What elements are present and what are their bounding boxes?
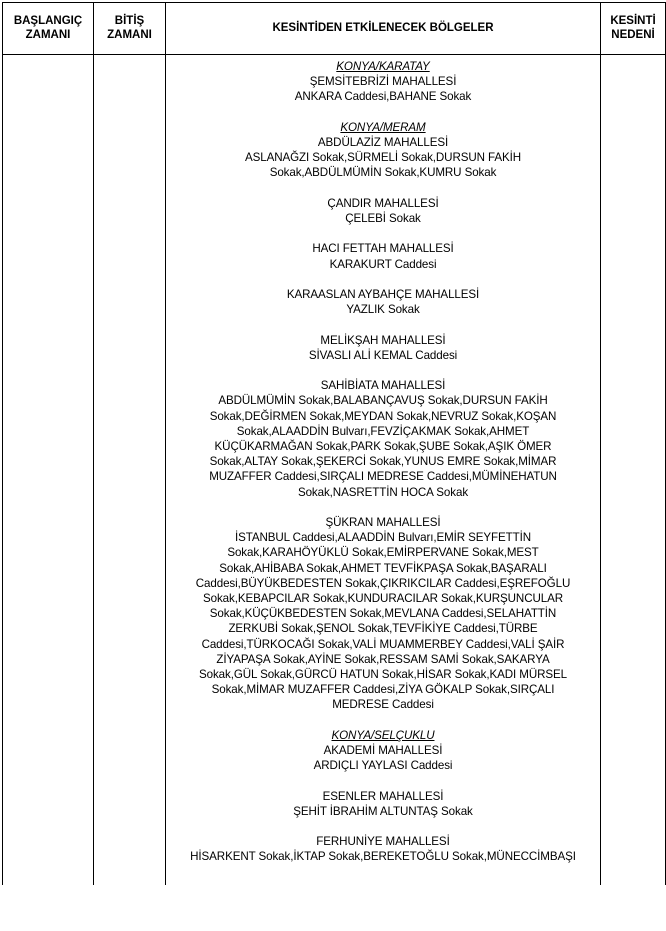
neighborhood-name: KARAASLAN AYBAHÇE MAHALLESİ <box>286 287 480 301</box>
block-spacer <box>166 363 600 378</box>
neighborhood-name: MELİKŞAH MAHALLESİ <box>320 333 446 347</box>
header-regions-label: KESİNTİDEN ETKİLENECEK BÖLGELER <box>272 22 494 34</box>
region-block <box>166 834 600 864</box>
region-block <box>166 789 600 819</box>
header-bottom-border <box>2 54 665 55</box>
header-end-time <box>94 4 165 52</box>
street-list-line: ABDÜLMÜMİN Sokak,BALABANÇAVUŞ Sokak,DURSUN FAKİH <box>218 394 548 408</box>
neighborhood-name: ÇANDIR MAHALLESİ <box>327 196 439 210</box>
street-list-line: ZERKUBİ Sokak,ŞENOL Sokak,TEVFİKİYE Caddesi,TÜRBE <box>228 622 538 636</box>
neighborhood-name: HACI FETTAH MAHALLESİ <box>312 242 454 256</box>
neighborhood-name: ESENLER MAHALLESİ <box>322 789 444 803</box>
region-block <box>166 59 600 105</box>
street-list-line: MEDRESE Caddesi <box>332 698 434 712</box>
col-border-1 <box>93 2 94 885</box>
table-top-border <box>2 2 665 3</box>
header-reason-line1: KESİNTİ <box>610 15 656 27</box>
neighborhood-name: FERHUNİYE MAHALLESİ <box>316 835 450 849</box>
header-start-line2: ZAMANI <box>25 29 71 41</box>
block-spacer <box>166 181 600 196</box>
street-list-line: MUZAFFER Caddesi,SIRÇALI MEDRESE Caddesi,MÜMİNEHATUN <box>209 470 557 484</box>
region-block <box>166 196 600 226</box>
col-border-3 <box>600 2 601 885</box>
street-list-line: KÜÇÜKARMAĞAN Sokak,PARK Sokak,ŞUBE Sokak,AŞIK ÖMER <box>214 439 552 453</box>
street-list-line: ANKARA Caddesi,BAHANE Sokak <box>294 90 472 104</box>
block-spacer <box>166 819 600 834</box>
street-list-line: Caddesi,BÜYÜKBEDESTEN Sokak,ÇIKRIKCILAR Caddesi,EŞREFOĞLU <box>195 576 571 590</box>
affected-regions-cell <box>166 59 600 865</box>
block-spacer <box>166 272 600 287</box>
street-list-line: ŞEHİT İBRAHİM ALTUNTAŞ Sokak <box>293 804 473 818</box>
col-border-left <box>2 2 3 885</box>
region-block <box>166 333 600 363</box>
block-spacer <box>166 226 600 241</box>
street-list-line: ZİYAPAŞA Sokak,AYİNE Sokak,RESSAM SAMİ Sokak,SAKARYA <box>216 652 550 666</box>
street-list-line: ARDIÇLI YAYLASI Caddesi <box>313 759 453 773</box>
header-reason-line2: NEDENİ <box>611 29 655 41</box>
region-block <box>166 241 600 271</box>
neighborhood-name: ŞEMSİTEBRİZİ MAHALLESİ <box>309 75 457 89</box>
district-heading: KONYA/SELÇUKLU <box>331 728 435 742</box>
street-list-line: ASLANAĞZI Sokak,SÜRMELİ Sokak,DURSUN FAKİH <box>244 151 522 165</box>
block-spacer <box>166 317 600 332</box>
header-regions <box>166 4 600 52</box>
region-block <box>166 120 600 181</box>
block-spacer <box>166 500 600 515</box>
street-list-line: Sokak,GÜL Sokak,GÜRCÜ HATUN Sokak,HİSAR Sokak,KADI MÜRSEL <box>199 668 567 682</box>
district-heading: KONYA/MERAM <box>340 120 426 134</box>
street-list-line: Sokak,MİMAR MUZAFFER Caddesi,ZİYA GÖKALP Sokak,SIRÇALI <box>211 683 555 697</box>
block-spacer <box>166 713 600 728</box>
region-block <box>166 287 600 317</box>
header-end-line1: BİTİŞ <box>114 15 145 27</box>
street-list-line: Sokak,ALTAY Sokak,ŞEKERCİ Sokak,YUNUS EMRE Sokak,MİMAR <box>209 455 557 469</box>
header-end-line2: ZAMANI <box>107 29 152 41</box>
street-list-line: Sokak,KÜÇÜKBEDESTEN Sokak,MEVLANA Caddesi,SELAHATTİN <box>209 607 557 621</box>
street-list-line: Caddesi,TÜRKOCAĞI Sokak,VALİ MUAMMERBEY Caddesi,VALİ ŞAİR <box>201 637 565 651</box>
header-start-line1: BAŞLANGIÇ <box>13 15 83 27</box>
neighborhood-name: ABDÜLAZİZ MAHALLESİ <box>317 136 449 149</box>
street-list-line: Sokak,ALAADDİN Bulvarı,FEVZİÇAKMAK Sokak,AHMET <box>236 424 530 438</box>
street-list-line: Sokak,DEĞİRMEN Sokak,MEYDAN Sokak,NEVRUZ Sokak,KOŞAN <box>209 409 557 423</box>
region-block <box>166 728 600 774</box>
street-list-line: ÇELEBİ Sokak <box>345 212 421 225</box>
street-list-line: Sokak,AHİBABA Sokak,AHMET TEVFİKPAŞA Sokak,BAŞARALI <box>219 561 547 575</box>
street-list-line: YAZLIK Sokak <box>346 303 420 317</box>
street-list-line: Sokak,KARAHÖYÜKLÜ Sokak,EMİRPERVANE Sokak,MEST <box>227 546 539 560</box>
region-block <box>166 515 600 713</box>
street-list-line: KARAKURT Caddesi <box>329 257 437 271</box>
header-reason <box>601 4 665 52</box>
street-list-line: Sokak,ABDÜLMÜMİN Sokak,KUMRU Sokak <box>269 166 497 180</box>
street-list-line: Sokak,KEBAPCILAR Sokak,KUNDURACILAR Sokak,KURŞUNCULAR <box>202 592 564 605</box>
street-list-line: SİVASLI ALİ KEMAL Caddesi <box>308 348 458 362</box>
street-list-line: Sokak,NASRETTİN HOCA Sokak <box>297 485 469 499</box>
region-block <box>166 378 600 500</box>
block-spacer <box>166 773 600 788</box>
neighborhood-name: ŞÜKRAN MAHALLESİ <box>325 515 441 529</box>
street-list-line: İSTANBUL Caddesi,ALAADDİN Bulvarı,EMİR SEYFETTİN <box>234 531 532 545</box>
street-list-line: HİSARKENT Sokak,İKTAP Sokak,BEREKETOĞLU Sokak,MÜNECCİMBAŞI <box>190 850 576 864</box>
neighborhood-name: AKADEMİ MAHALLESİ <box>323 744 443 758</box>
header-start-time <box>3 4 93 52</box>
district-heading: KONYA/KARATAY <box>336 60 430 73</box>
block-spacer <box>166 105 600 120</box>
neighborhood-name: SAHİBİATA MAHALLESİ <box>320 379 446 393</box>
